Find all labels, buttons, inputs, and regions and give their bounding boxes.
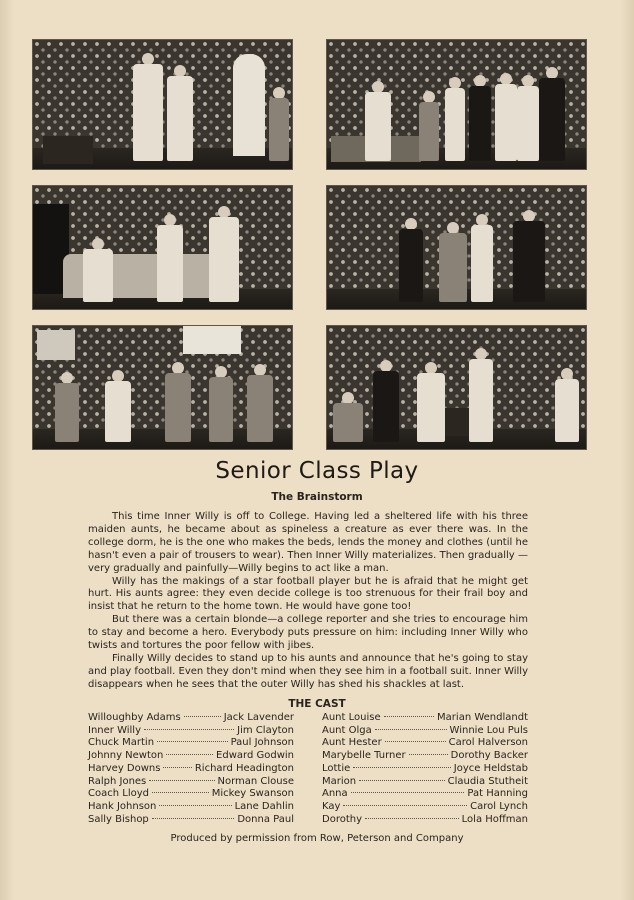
cast-row [88, 750, 294, 763]
cast-actor: Jack Lavender [223, 712, 294, 723]
cast-role: Coach Lloyd [88, 788, 149, 800]
cast-actor: Marian Wendlandt [437, 712, 528, 723]
cast-actor: Claudia Stutheit [447, 775, 528, 787]
leader-dots [384, 716, 434, 717]
cast-actor: Paul Johnson [230, 737, 294, 749]
cast-row [88, 763, 294, 776]
cast-role: Johnny Newton [88, 750, 164, 762]
cast-actor: Carol Halverson [448, 737, 528, 749]
cast-actor: Jim Clayton [237, 724, 294, 736]
cast-actor: Norman Clouse [217, 775, 294, 787]
leader-dots [163, 767, 191, 768]
cast-actor: Lola Hoffman [461, 813, 528, 825]
photo-scene-5 [33, 326, 292, 449]
cast-row [88, 801, 294, 814]
cast-role: Marybelle Turner [322, 750, 406, 762]
cast-list-left [88, 712, 294, 826]
cast-row [88, 814, 294, 827]
cast-row [88, 788, 294, 801]
cast-role: Hank Johnson [88, 800, 157, 812]
cast-role: Dorothy [322, 813, 363, 825]
cast-row [322, 763, 528, 776]
photo-scene-3 [33, 186, 292, 309]
leader-dots [385, 741, 446, 742]
cast-role: Ralph Jones [88, 775, 147, 787]
cast-actor: Pat Hanning [467, 788, 528, 800]
leader-dots [166, 754, 213, 755]
photo-scene-6 [327, 326, 586, 449]
cast-role: Chuck Martin [88, 737, 155, 749]
cast-actor: Lane Dahlin [234, 800, 294, 812]
cast-row [88, 776, 294, 789]
leader-dots [353, 767, 450, 768]
cast-row [88, 737, 294, 750]
leader-dots [375, 729, 447, 730]
story-paragraph: But there was a certain blonde—a college reporter and she tries to encourage him to stay and become a hero. Everybody puts pressure on him: including Inner Willy who twists and tortures the poor fellow with jibes. [88, 614, 528, 652]
leader-dots [351, 792, 465, 793]
cast-actor: Richard Headington [194, 762, 294, 774]
cast-role: Sally Bishop [88, 813, 149, 825]
story-text [88, 511, 528, 692]
leader-dots [152, 792, 209, 793]
cast-row [88, 725, 294, 738]
leader-dots [152, 818, 235, 819]
cast-row [322, 776, 528, 789]
cast-role: Harvey Downs [88, 762, 161, 774]
cast-role: Aunt Olga [322, 724, 372, 736]
cast-role: Marion [322, 775, 357, 787]
leader-dots [343, 805, 467, 806]
cast-actor: Donna Paul [237, 813, 294, 825]
cast-row [322, 712, 528, 725]
leader-dots [365, 818, 459, 819]
photo-scene-1 [33, 40, 292, 169]
cast-role: Willoughby Adams [88, 712, 181, 723]
cast-row [322, 737, 528, 750]
cast-row [322, 814, 528, 827]
play-subtitle: The Brainstorm [271, 491, 363, 503]
leader-dots [409, 754, 448, 755]
leader-dots [359, 780, 445, 781]
cast-role: Aunt Louise [322, 712, 381, 723]
cast-row [322, 725, 528, 738]
cast-actor: Winnie Lou Puls [449, 724, 528, 736]
story-paragraph: Willy has the makings of a star football player but he is afraid that he might get hurt. His aunts agree: they even decide college is too strenuous for their frail boy and insist that he return to the home town. He would have gone too! [88, 575, 528, 613]
leader-dots [184, 716, 221, 717]
cast-role: Inner Willy [88, 724, 141, 736]
leader-dots [159, 805, 231, 806]
story-paragraph: This time Inner Willy is off to College. Having led a sheltered life with his three maiden aunts, he became about as spineless a creature as ever there was. In the college dorm, he is the one who makes the beds, lends the money and clothes (until he hasn't even a pair of trousers to wear). Then Inner Willy materializes. Then gradually —very gradually and painfully—Willy begins to act like a man. [88, 511, 528, 574]
leader-dots [149, 780, 214, 781]
story-paragraph: Finally Willy decides to stand up to his aunts and announce that he's going to stay and play football. Even they don't mind when they see him in a football suit. Inner Willy disappears when he sees that the outer Willy has shed his shackles at last. [88, 652, 528, 690]
cast-row [88, 712, 294, 725]
cast-role: Anna [322, 788, 348, 800]
leader-dots [157, 741, 228, 742]
page-title: Senior Class Play [215, 458, 419, 484]
cast-row [322, 750, 528, 763]
cast-list-right [322, 712, 528, 826]
leader-dots [144, 729, 234, 730]
production-credit: Produced by permission from Row, Peterson and Company [170, 833, 464, 844]
cast-row [322, 801, 528, 814]
photo-scene-4 [327, 186, 586, 309]
cast-actor: Joyce Heldstab [453, 762, 528, 774]
cast-row [322, 788, 528, 801]
cast-actor: Carol Lynch [470, 800, 528, 812]
cast-actor: Mickey Swanson [211, 788, 294, 800]
sign-prop [183, 326, 241, 354]
cast-heading: THE CAST [288, 698, 346, 710]
photo-scene-2 [327, 40, 586, 169]
cast-actor: Edward Godwin [216, 750, 294, 762]
cast-role: Lottie [322, 762, 351, 774]
cast-role: Aunt Hester [322, 737, 382, 749]
cast-actor: Dorothy Backer [450, 750, 528, 762]
cast-role: Kay [322, 800, 341, 812]
